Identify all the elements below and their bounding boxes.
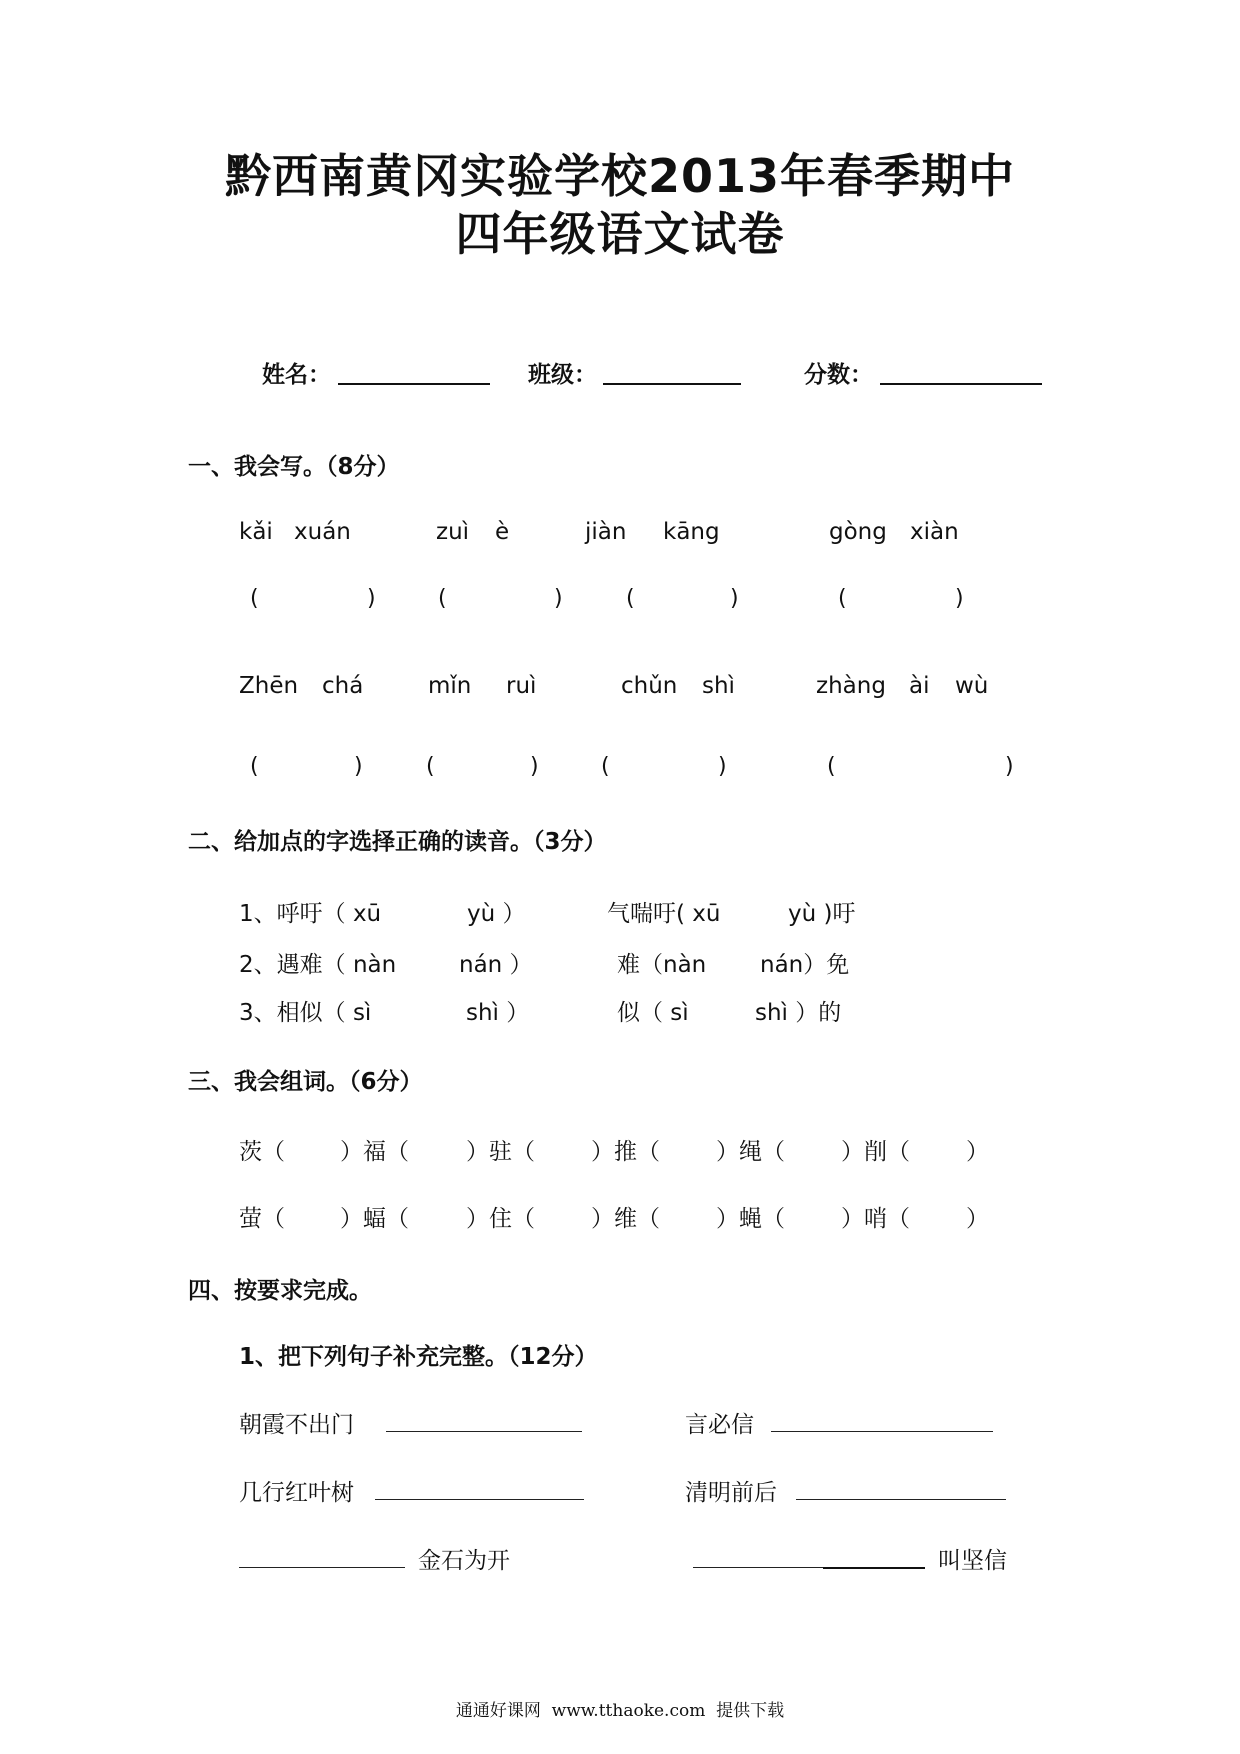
name-label: 姓名： — [262, 362, 331, 388]
word-item: ）福（ — [340, 1139, 409, 1165]
pinyin: kāng — [663, 519, 720, 545]
reading-item: 似（ sì — [617, 1000, 689, 1026]
word-item: ）蝇（ — [716, 1206, 785, 1232]
answer-blank[interactable] — [693, 1567, 823, 1568]
answer-close-paren: ) — [367, 586, 376, 611]
answer-close-paren: ) — [730, 586, 739, 611]
reading-item: nán ） — [459, 952, 533, 978]
answer-close-paren: ) — [955, 586, 964, 611]
pinyin: xuán — [294, 519, 351, 545]
score-blank[interactable] — [880, 383, 1042, 385]
pinyin: kǎi — [239, 519, 273, 545]
pinyin: wù — [955, 673, 989, 699]
reading-item: shì ） — [466, 1000, 530, 1026]
answer-open-paren: ( — [601, 754, 610, 779]
pinyin: è — [495, 519, 510, 545]
class-label: 班级： — [528, 362, 597, 388]
answer-blank[interactable] — [823, 1567, 925, 1569]
word-item: ）蝠（ — [340, 1206, 409, 1232]
word-item: ）维（ — [591, 1206, 660, 1232]
reading-item: 气喘吁( xū — [607, 901, 721, 927]
answer-blank[interactable] — [239, 1567, 405, 1568]
word-item: ）住（ — [466, 1206, 535, 1232]
reading-item: shì ）的 — [755, 1000, 842, 1026]
word-item: ）哨（ — [841, 1206, 910, 1232]
pinyin: shì — [702, 673, 735, 699]
word-item: ）推（ — [591, 1139, 660, 1165]
pinyin: chá — [322, 673, 364, 699]
name-blank[interactable] — [338, 383, 490, 385]
answer-close-paren: ) — [530, 754, 539, 779]
pinyin: jiàn — [585, 519, 627, 545]
answer-close-paren: ) — [554, 586, 563, 611]
answer-close-paren: ) — [718, 754, 727, 779]
reading-item: nán）免 — [760, 952, 850, 978]
section3-heading: 三、我会组词。（6分） — [188, 1069, 423, 1095]
word-item: 茨（ — [239, 1139, 285, 1165]
pinyin: mǐn — [428, 673, 472, 699]
answer-open-paren: ( — [827, 754, 836, 779]
word-item: ）绳（ — [716, 1139, 785, 1165]
idiom-prompt: 叫坚信 — [938, 1548, 1007, 1574]
pinyin: xiàn — [910, 519, 959, 545]
pinyin: zuì — [436, 519, 470, 545]
answer-blank[interactable] — [386, 1431, 582, 1432]
word-item: ） — [966, 1206, 989, 1232]
answer-open-paren: ( — [250, 754, 259, 779]
reading-item: 3、相似（ sì — [239, 1000, 372, 1026]
answer-blank[interactable] — [771, 1431, 993, 1432]
footer-note: 通通好课网 www.tthaoke.com 提供下载 — [455, 1701, 785, 1721]
reading-item: 2、遇难（ nàn — [239, 952, 397, 978]
reading-item: yù ） — [467, 901, 526, 927]
answer-open-paren: ( — [438, 586, 447, 611]
answer-blank[interactable] — [796, 1499, 1006, 1500]
word-item: 萤（ — [239, 1206, 285, 1232]
section1-heading: 一、我会写。（8分） — [188, 454, 400, 480]
answer-open-paren: ( — [626, 586, 635, 611]
idiom-prompt: 朝霞不出门 — [239, 1412, 354, 1438]
section4-sub1: 1、把下列句子补充完整。（12分） — [239, 1344, 598, 1370]
exam-title-line1: 黔西南黄冈实验学校2013年春季期中 — [224, 149, 1016, 203]
score-label: 分数： — [804, 362, 873, 388]
word-item: ） — [966, 1139, 989, 1165]
section2-heading: 二、给加点的字选择正确的读音。（3分） — [188, 829, 607, 855]
answer-open-paren: ( — [838, 586, 847, 611]
section4-heading: 四、按要求完成。 — [188, 1278, 372, 1304]
answer-open-paren: ( — [250, 586, 259, 611]
word-item: ）驻（ — [466, 1139, 535, 1165]
reading-item: 1、呼吁（ xū — [239, 901, 382, 927]
pinyin: Zhēn — [239, 673, 299, 699]
idiom-prompt: 言必信 — [685, 1412, 754, 1438]
reading-item: 难（nàn — [617, 952, 707, 978]
pinyin: ruì — [506, 673, 537, 699]
answer-close-paren: ) — [1005, 754, 1014, 779]
pinyin: ài — [909, 673, 930, 699]
pinyin: gòng — [829, 519, 887, 545]
class-blank[interactable] — [603, 383, 741, 385]
idiom-prompt: 清明前后 — [685, 1480, 777, 1506]
word-item: ）削（ — [841, 1139, 910, 1165]
exam-title-line2: 四年级语文试卷 — [455, 207, 785, 261]
pinyin: chǔn — [621, 673, 678, 699]
pinyin: zhàng — [816, 673, 886, 699]
idiom-prompt: 几行红叶树 — [239, 1480, 354, 1506]
answer-close-paren: ) — [354, 754, 363, 779]
idiom-prompt: 金石为开 — [418, 1548, 510, 1574]
reading-item: yù )吁 — [788, 901, 856, 927]
answer-blank[interactable] — [375, 1499, 584, 1500]
answer-open-paren: ( — [426, 754, 435, 779]
